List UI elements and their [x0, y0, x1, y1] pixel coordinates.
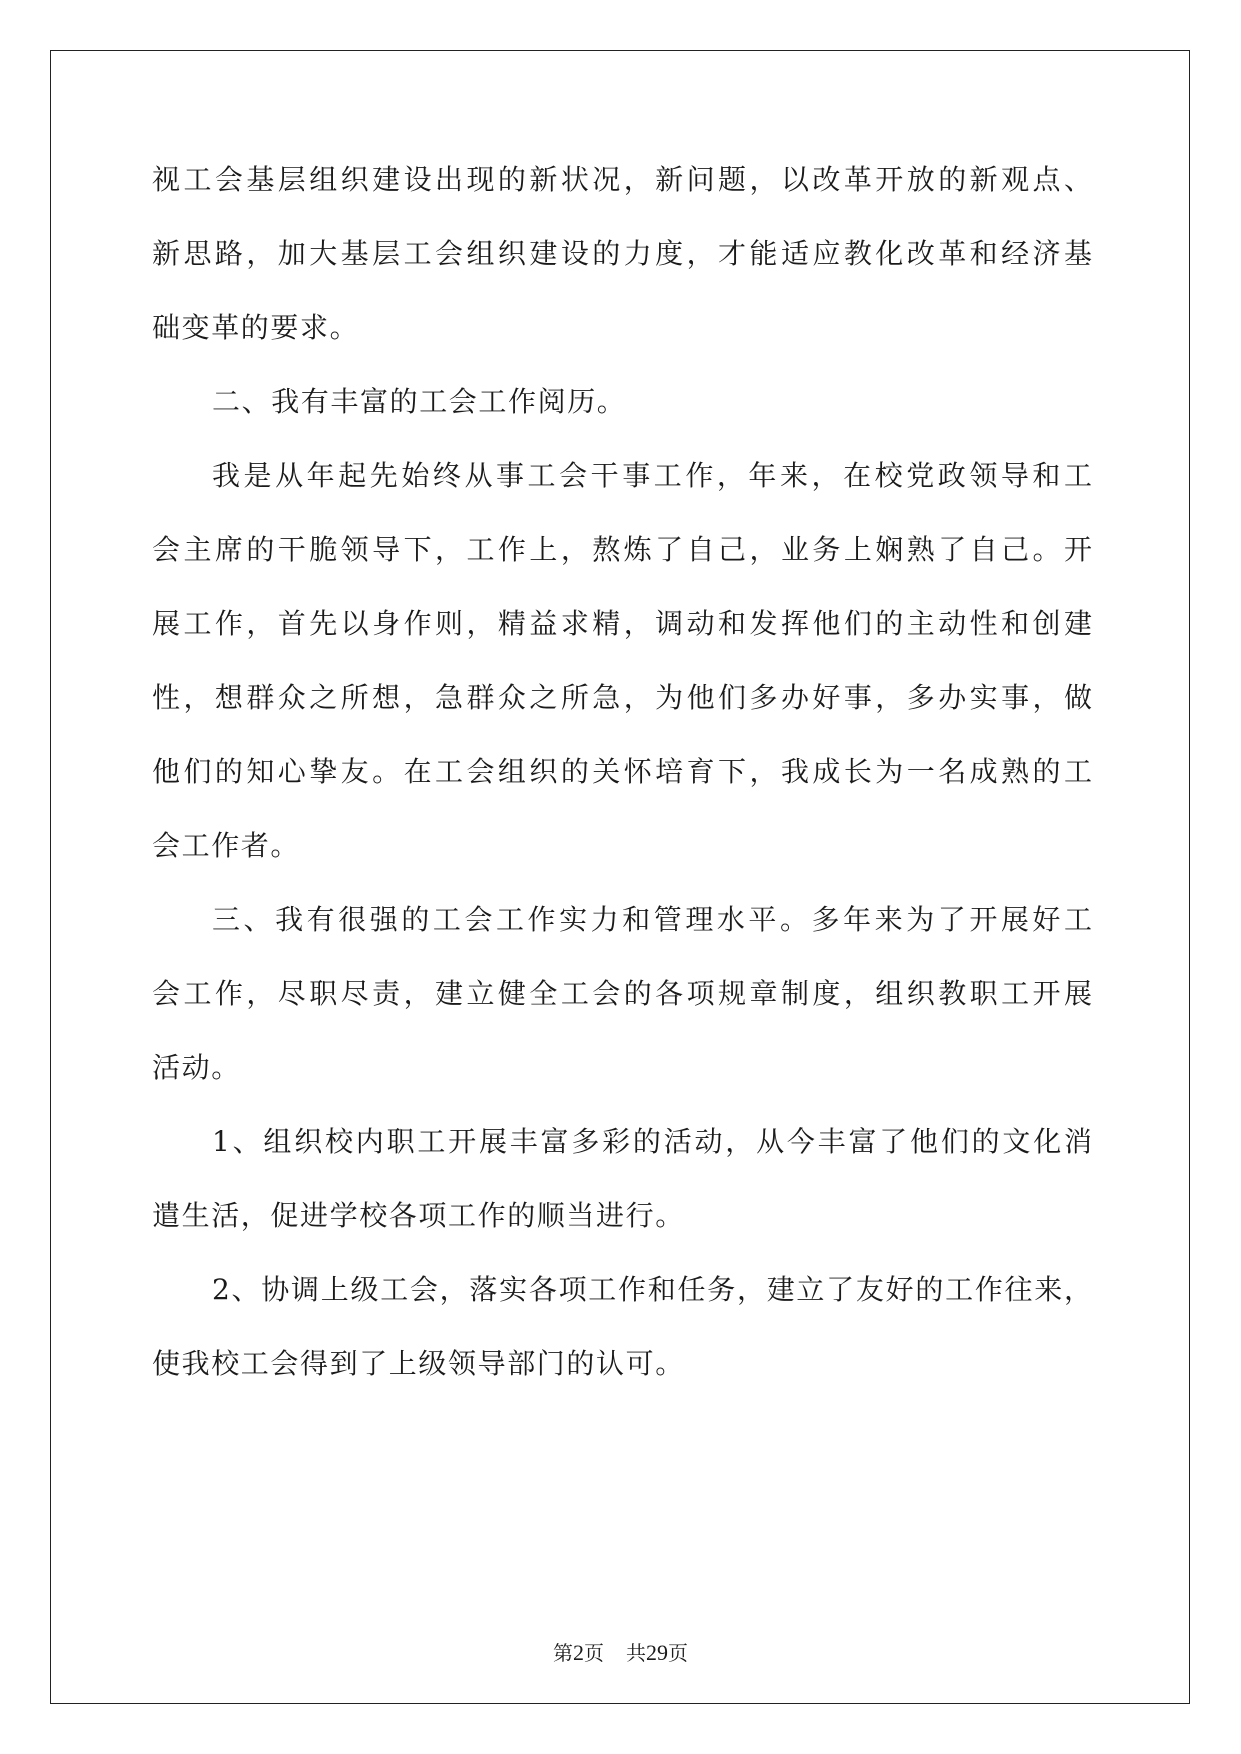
text-line: 使我校工会得到了上级领导部门的认可。	[152, 1347, 685, 1380]
page-border	[50, 50, 1190, 1704]
text-line: 会工作，尽职尽责，建立健全工会的各项规章制度，组织教职工开展	[152, 977, 1092, 1010]
page-prefix: 第	[553, 1641, 573, 1665]
text-line: 活动。	[152, 1051, 241, 1084]
text-line: 础变革的要求。	[152, 311, 360, 344]
text-line: 遣生活，促进学校各项工作的顺当进行。	[152, 1199, 685, 1232]
section-heading: 二、我有丰富的工会工作阅历。	[212, 385, 627, 418]
total-pages: 29	[646, 1640, 668, 1665]
total-prefix: 共	[626, 1641, 646, 1665]
total-suffix: 页	[668, 1641, 688, 1665]
text-line: 他们的知心挚友。在工会组织的关怀培育下，我成长为一名成熟的工	[152, 755, 1092, 788]
text-line: 会主席的干脆领导下，工作上，熬炼了自己，业务上娴熟了自己。开	[152, 533, 1092, 566]
page-footer	[0, 1640, 1241, 1666]
text-line: 新思路，加大基层工会组织建设的力度，才能适应教化改革和经济基	[152, 237, 1092, 270]
list-item: 2、协调上级工会，落实各项工作和任务，建立了友好的工作往来，	[212, 1273, 1092, 1306]
section-heading: 三、我有很强的工会工作实力和管理水平。多年来为了开展好工	[212, 903, 1092, 936]
list-item: 1、组织校内职工开展丰富多彩的活动，从今丰富了他们的文化消	[212, 1125, 1092, 1158]
text-line: 展工作，首先以身作则，精益求精，调动和发挥他们的主动性和创建	[152, 607, 1092, 640]
text-line: 会工作者。	[152, 829, 301, 862]
text-line: 我是从年起先始终从事工会干事工作，年来，在校党政领导和工	[212, 459, 1092, 492]
page-suffix: 页	[584, 1641, 604, 1665]
text-line: 视工会基层组织建设出现的新状况，新问题，以改革开放的新观点、	[152, 163, 1092, 196]
text-line: 性，想群众之所想，急群众之所急，为他们多办好事，多办实事，做	[152, 681, 1092, 714]
page-number: 2	[573, 1640, 584, 1665]
